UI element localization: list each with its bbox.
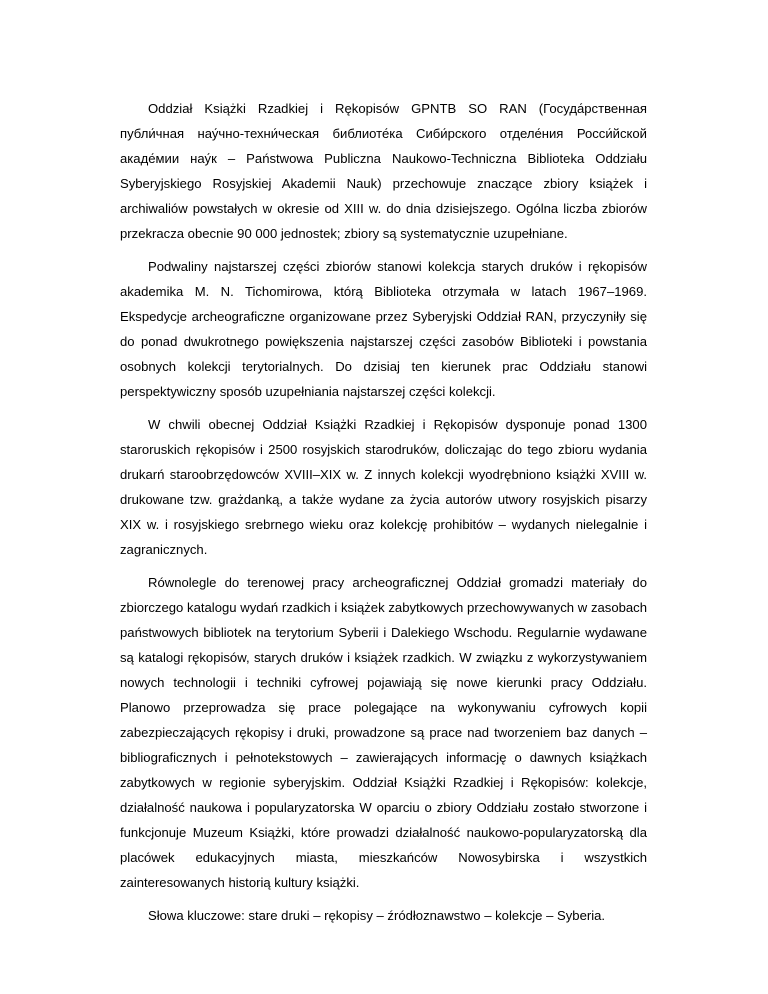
paragraph-activities: Równolegle do terenowej pracy archeograficznej Oddział gromadzi materiały do zbiorczego katalogu wydań rzadkich i książek zabytkowych przechowywanych w zasobach państwowych bibliotek na terytorium Syberii i Dalekiego Wschodu. Regularnie wydawane są katalogi rękopisów, starych druków i książek rzadkich. W związku z wykorzystywaniem nowych technologii i techniki cyfrowej pojawiają się nowe kierunki pracy Oddziału. Planowo przeprowadza się prace polegające na wykonywaniu cyfrowych kopii zabezpieczających rękopisy i druki, prowadzone są prace nad tworzeniem baz danych – bibliograficznych i pełnotekstowych – zawierających informację o dawnych książkach zabytkowych w regionie syberyjskim. Oddział Książki Rzadkiej i Rękopisów: kolekcje, działalność naukowa i popularyzatorska W oparciu o zbiory Oddziału zostało stworzone i funkcjonuje Muzeum Książki, które prowadzi działalność naukowo-popularyzatorską dla placówek edukacyjnych miasta, mieszkańców Nowosybirska i wszystkich zainteresowanych historią kultury książki. (120, 575, 647, 890)
document-body (120, 96, 647, 928)
paragraph-current-holdings: W chwili obecnej Oddział Książki Rzadkiej i Rękopisów dysponuje ponad 1300 staroruskich rękopisów i 2500 rosyjskich starodruków, doliczając do tego zbioru wydania drukarń staroobrzędowców XVIII–XIX w. Z innych kolekcji wyodrębniono książki XVIII w. drukowane tzw. grażdanką, a także wydane za życia autorów utwory rosyjskich pisarzy XIX w. i rosyjskiego srebrnego wieku oraz kolekcję prohibitów – wydanych nielegalnie i zagranicznych. (120, 417, 647, 557)
paragraph-foundations: Podwaliny najstarszej części zbiorów stanowi kolekcja starych druków i rękopisów akademika M. N. Tichomirowa, którą Biblioteka otrzymała w latach 1967–1969. Ekspedycje archeograficzne organizowane przez Syberyjski Oddział RAN, przyczyniły się do ponad dwukrotnego powiększenia najstarszej części zasobów Biblioteki i powstania osobnych kolekcji terytorialnych. Do dzisiaj ten kierunek prac Oddziału stanowi perspektywiczny sposób uzupełniania najstarszej części kolekcji. (120, 259, 647, 399)
paragraph-intro: Oddział Książki Rzadkiej i Rękopisów GPNTB SO RAN (Госуда́рственная публи́чная нау́чно-техни́ческая библиоте́ка Сиби́рского отделе́ния Росси́йской акаде́мии нау́к – Państwowa Publiczna Naukowo-Techniczna Biblioteka Oddziału Syberyjskiego Rosyjskiej Akademii Nauk) przechowuje znaczące zbiory książek i archiwaliów powstałych w okresie od XIII w. do dnia dzisiejszego. Ogólna liczba zbiorów przekracza obecnie 90 000 jednostek; zbiory są systematycznie uzupełniane. (120, 101, 647, 241)
keywords-line: Słowa kluczowe: stare druki – rękopisy – źródłoznawstwo – kolekcje – Syberia. (148, 908, 606, 923)
